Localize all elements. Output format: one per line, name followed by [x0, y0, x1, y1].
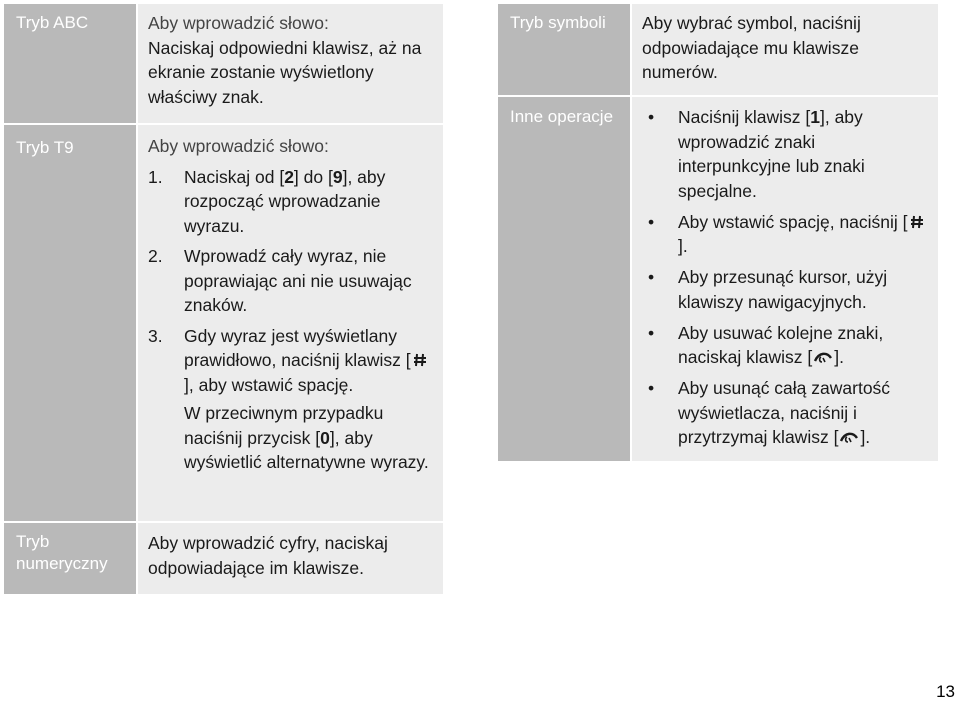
note-text: ], aby wyświetlić alternatywne wyrazy.: [184, 427, 429, 472]
list-item: [640, 265, 928, 314]
bullet-icon: •: [648, 378, 655, 398]
step-text: ], aby rozpocząć wprowadzanie wyrazu.: [184, 166, 386, 236]
key-1: 1: [810, 107, 820, 127]
bullet-icon: •: [648, 267, 655, 287]
list-item: [640, 210, 928, 259]
step-text: ], aby wstawić spację.: [184, 374, 354, 395]
step-text: ] do [: [293, 166, 333, 187]
item-text: ].: [860, 427, 871, 447]
step-number: 1.: [148, 166, 163, 187]
item-text: Aby przesunąć kursor, użyj klawiszy nawigacyjnych.: [678, 267, 888, 312]
step-text: Gdy wyraz jest wyświetlany prawidłowo, naciśnij klawisz [: [184, 325, 411, 370]
mode-desc-other: [632, 97, 938, 461]
mode-desc-numeric: [138, 523, 443, 594]
mode-t9-text: Tryb T9: [16, 138, 74, 157]
list-item: [640, 105, 928, 203]
step-number: 2.: [148, 246, 163, 266]
bullet-icon: •: [648, 211, 655, 232]
abc-heading: Aby wprowadzić słowo:: [148, 13, 329, 33]
symbols-text: Aby wybrać symbol, naciśnij odpowiadające mu klawisze numerów.: [642, 13, 861, 82]
mode-abc-text: Tryb ABC: [16, 13, 89, 32]
item-text: Naciśnij klawisz [: [678, 107, 811, 127]
t9-heading: Aby wprowadzić słowo:: [148, 136, 329, 156]
hash-key-icon: [908, 213, 926, 231]
item-text: ], aby wprowadzić znaki interpunkcyjne lub znaki specjalne.: [678, 107, 865, 201]
t9-step-1: [148, 165, 433, 239]
page-number: 13: [936, 682, 955, 701]
item-text: ].: [678, 236, 688, 256]
mode-numeric-text: Tryb numeryczny: [16, 532, 108, 573]
hash-key-icon: [411, 351, 429, 369]
clear-key-icon: [812, 348, 834, 366]
list-item: [640, 321, 928, 370]
key-9: 9: [332, 166, 343, 187]
step-number: 3.: [148, 325, 163, 346]
mode-label-other: [498, 97, 630, 461]
bullet-icon: •: [648, 107, 655, 127]
item-text: Aby wstawić spację, naciśnij [: [678, 211, 908, 232]
clear-key-icon: [838, 428, 860, 446]
note-text: W przeciwnym przypadku naciśnij przycisk [: [184, 403, 384, 448]
numeric-text: Aby wprowadzić cyfry, naciskaj odpowiadające im klawisze.: [148, 533, 388, 578]
item-text: ].: [834, 347, 844, 367]
item-text: Aby usunąć całą zawartość wyświetlacza, naciśnij i przytrzymaj klawisz [: [678, 378, 891, 447]
step-text: Naciskaj od [: [184, 166, 285, 187]
other-ops-list: [640, 105, 928, 450]
mode-desc-t9: [138, 125, 443, 521]
bullet-icon: •: [648, 322, 655, 343]
mode-desc-symbols: [632, 4, 938, 95]
step-text: Wprowadź cały wyraz, nie poprawiając ani nie usuwając znaków.: [184, 246, 412, 315]
mode-label-symbols: [498, 4, 630, 95]
item-text: Aby usuwać kolejne znaki, naciskaj klawisz [: [678, 322, 884, 367]
mode-label-t9: [4, 125, 136, 521]
mode-label-abc: [4, 4, 136, 123]
t9-steps: [148, 165, 433, 398]
key-2: 2: [284, 166, 294, 187]
mode-label-numeric: [4, 523, 136, 594]
t9-alternative-note: [148, 401, 433, 475]
mode-desc-abc: [138, 4, 443, 123]
t9-step-3: [148, 324, 433, 398]
list-item: [640, 376, 928, 450]
key-0: 0: [320, 427, 330, 448]
abc-text: Naciskaj odpowiedni klawisz, aż na ekranie zostanie wyświetlony właściwy znak.: [148, 37, 422, 107]
mode-symbols-text: Tryb symboli: [510, 13, 606, 32]
mode-other-text: Inne operacje: [510, 107, 614, 126]
t9-step-2: [148, 244, 433, 318]
